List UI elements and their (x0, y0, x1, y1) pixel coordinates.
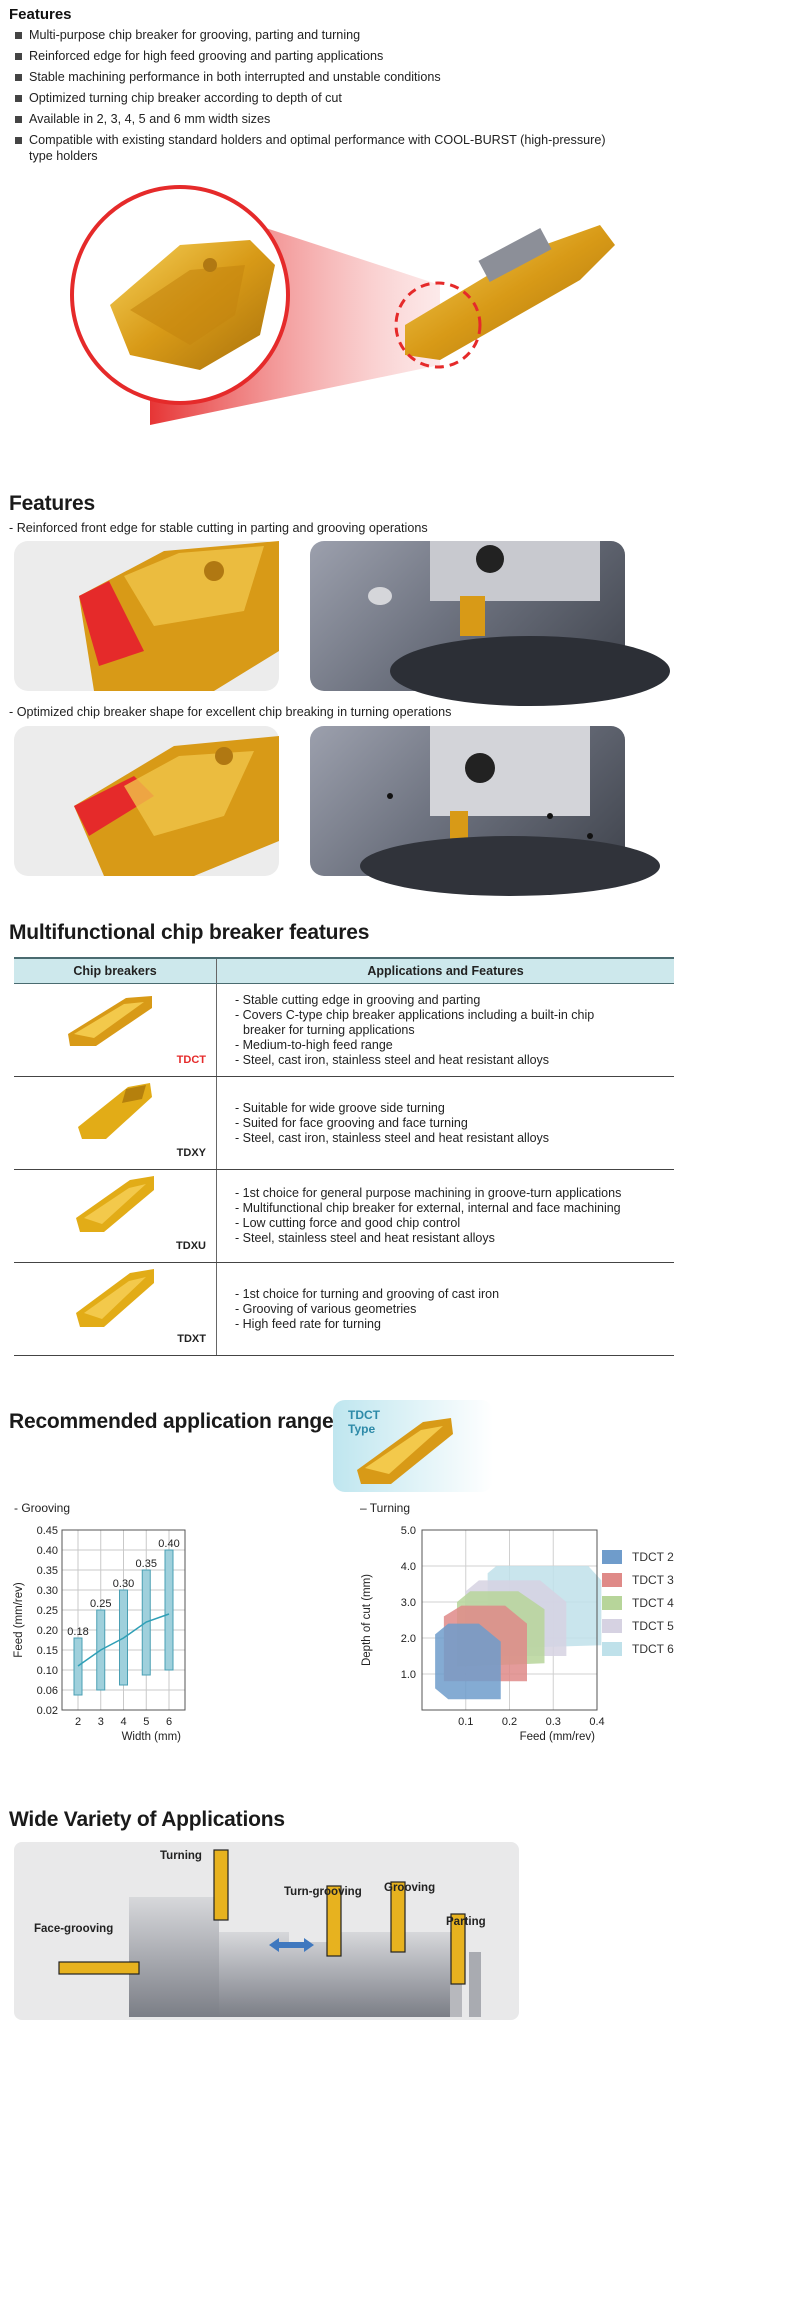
legend-label: TDCT 5 (632, 1618, 674, 1633)
bullet-item: Available in 2, 3, 4, 5 and 6 mm width sizes (9, 109, 689, 130)
chip-breaker-cell (14, 1263, 217, 1356)
feature-line: - Low cutting force and good chip control (235, 1216, 461, 1230)
feature-line: - 1st choice for turning and grooving of cast iron (235, 1286, 500, 1301)
feature-line: - High feed rate for turning (235, 1316, 381, 1331)
feature-note-1: - Reinforced front edge for stable cutting in parting and grooving operations (9, 521, 428, 535)
y-tick-label: 4.0 (400, 1561, 416, 1573)
parting-operation-photo (310, 541, 625, 691)
y-tick-label: 0.35 (36, 1565, 58, 1577)
chip-breaker-cell (14, 984, 217, 1077)
feature-line: - Suited for face grooving and face turning (235, 1115, 468, 1130)
legend-item (602, 1614, 674, 1637)
range-max-label: 0.40 (158, 1538, 180, 1550)
applications-diagram (14, 1842, 519, 2020)
feature-line: - Covers C-type chip breaker applications including a built-in chip (235, 1007, 595, 1022)
bullet-line-2: type holders (29, 149, 98, 163)
tdct-type-badge (333, 1400, 493, 1492)
table-row (14, 1170, 674, 1263)
y-tick-label: 0.40 (36, 1545, 58, 1557)
bullet-item: Reinforced edge for high feed grooving and parting applications (9, 46, 689, 67)
feature-note-2: - Optimized chip breaker shape for excellent chip breaking in turning operations (9, 705, 452, 719)
y-tick-label: 1.0 (400, 1669, 416, 1681)
y-tick-label: 0.45 (36, 1525, 58, 1537)
applications-cell (217, 1077, 675, 1170)
legend-item (602, 1545, 674, 1568)
applications-cell (217, 1170, 675, 1263)
feature-line: - Multifunctional chip breaker for external, internal and face machining (235, 1201, 621, 1215)
chip-breaker-code: TDXT (177, 1333, 206, 1345)
feature-line: breaker for turning applications (243, 1022, 415, 1037)
y-axis-label: Depth of cut (mm) (361, 1573, 373, 1667)
legend-label: TDCT 2 (632, 1549, 674, 1564)
bullet-item (9, 130, 689, 164)
legend-swatch (602, 1596, 622, 1610)
range-max-label: 0.25 (90, 1598, 112, 1610)
turning-chart-label: – Turning (360, 1501, 411, 1515)
grooving-label: Grooving (384, 1882, 436, 1894)
y-axis-label: Feed (mm/rev) (13, 1582, 25, 1658)
turning-operation-photo (310, 726, 625, 876)
x-axis-label: Feed (mm/rev) (519, 1731, 595, 1743)
application-range-heading: Recommended application range (9, 1410, 334, 1433)
legend-swatch (602, 1619, 622, 1633)
features-heading-1: Features (9, 6, 72, 23)
y-tick-label: 0.30 (36, 1585, 58, 1597)
range-max-label: 0.30 (112, 1578, 135, 1590)
tdct-badge-insert-icon (353, 1408, 463, 1488)
bullet-item: Stable machining performance in both interrupted and unstable conditions (9, 67, 689, 88)
column-header-chip-breakers: Chip breakers (14, 958, 217, 984)
turning-chart-legend (602, 1545, 674, 1660)
parting-label: Parting (446, 1916, 486, 1928)
x-tick-label: 0.4 (589, 1716, 605, 1728)
y-tick-label: 0.25 (36, 1605, 58, 1617)
turn-grooving-label: Turn-grooving (284, 1886, 362, 1898)
legend-swatch (602, 1642, 622, 1656)
chip-breaker-heading: Multifunctional chip breaker features (9, 921, 370, 944)
feature-line: - Steel, cast iron, stainless steel and heat resistant alloys (235, 1052, 550, 1067)
tdxu-insert-icon (74, 1174, 159, 1236)
reinforced-edge-photo (14, 541, 279, 691)
features-heading-2: Features (9, 492, 95, 515)
y-tick-label: 0.10 (36, 1665, 58, 1677)
bullet-item: Optimized turning chip breaker according to depth of cut (9, 88, 689, 109)
badge-line-2: Type (348, 1422, 376, 1436)
hero-insert-illustration (60, 185, 640, 435)
chip-breaker-code: TDXY (176, 1147, 206, 1159)
chip-breaker-photo (14, 726, 279, 876)
y-tick-label: 0.02 (36, 1705, 58, 1717)
y-tick-label: 0.15 (36, 1645, 58, 1657)
chip-breaker-code: TDXU (176, 1240, 206, 1252)
legend-label: TDCT 6 (632, 1641, 674, 1656)
feature-line: - Stable cutting edge in grooving and parting (235, 992, 481, 1007)
face-grooving-label: Face-grooving (34, 1923, 114, 1935)
applications-heading: Wide Variety of Applications (9, 1808, 285, 1831)
features-bullet-list (9, 25, 689, 164)
y-tick-label: 3.0 (400, 1597, 416, 1609)
x-tick-label: 2 (74, 1716, 82, 1728)
chip-breaker-cell (14, 1077, 217, 1170)
y-tick-label: 5.0 (400, 1525, 416, 1537)
legend-label: TDCT 3 (632, 1572, 674, 1587)
range-max-label: 0.18 (67, 1626, 89, 1638)
x-tick-label: 0.3 (545, 1716, 561, 1728)
range-region-tdct-2 (435, 1624, 501, 1700)
tdxy-insert-icon (76, 1081, 156, 1143)
feature-line: - Steel, cast iron, stainless steel and heat resistant alloys (235, 1130, 550, 1145)
legend-label: TDCT 4 (632, 1595, 674, 1610)
x-tick-label: 0.1 (458, 1716, 474, 1728)
turning-depth-chart (352, 1520, 605, 1760)
feature-line: - 1st choice for general purpose machining in groove-turn applications (235, 1186, 622, 1200)
y-tick-label: 0.20 (36, 1625, 58, 1637)
legend-item (602, 1591, 674, 1614)
x-tick-label: 4 (120, 1716, 127, 1728)
feature-line: - Medium-to-high feed range (235, 1037, 393, 1052)
tdct-insert-icon (66, 994, 156, 1049)
bullet-item: Multi-purpose chip breaker for grooving, parting and turning (9, 25, 689, 46)
legend-swatch (602, 1573, 622, 1587)
legend-item (602, 1568, 674, 1591)
feature-line: - Suitable for wide groove side turning (235, 1100, 445, 1115)
badge-line-1: TDCT (348, 1408, 380, 1422)
turning-label: Turning (160, 1850, 202, 1862)
legend-item (602, 1637, 674, 1660)
face-grooving-insert-icon (59, 1962, 139, 1974)
range-bar (74, 1638, 82, 1695)
turning-insert-icon (214, 1850, 228, 1920)
x-tick-label: 3 (97, 1716, 104, 1728)
x-tick-label: 5 (143, 1716, 150, 1728)
feature-line: - Steel, stainless steel and heat resistant alloys (235, 1231, 495, 1245)
chip-breaker-table (14, 957, 674, 1356)
y-tick-label: 2.0 (400, 1633, 416, 1645)
tdxt-insert-icon (74, 1267, 159, 1331)
table-row (14, 984, 674, 1077)
bullet-line-1: Compatible with existing standard holders and optimal performance with COOL-BURST (high-pressure) (29, 133, 606, 147)
x-tick-label: 6 (165, 1716, 173, 1728)
chip-breaker-code: TDCT (176, 1054, 206, 1066)
x-tick-label: 0.2 (501, 1716, 518, 1728)
table-row (14, 1263, 674, 1356)
feature-line: - Grooving of various geometries (235, 1301, 417, 1316)
column-header-applications: Applications and Features (217, 958, 675, 984)
chip-breaker-cell (14, 1170, 217, 1263)
applications-cell (217, 984, 675, 1077)
grooving-feed-chart (10, 1520, 310, 1760)
x-axis-label: Width (mm) (121, 1731, 181, 1743)
table-row (14, 1077, 674, 1170)
legend-swatch (602, 1550, 622, 1564)
grooving-chart-label: - Grooving (14, 1501, 71, 1515)
y-tick-label: 0.06 (36, 1685, 58, 1697)
range-max-label: 0.35 (135, 1558, 157, 1570)
table-header-row (14, 958, 674, 984)
range-bar (165, 1550, 173, 1670)
applications-cell (217, 1263, 675, 1356)
